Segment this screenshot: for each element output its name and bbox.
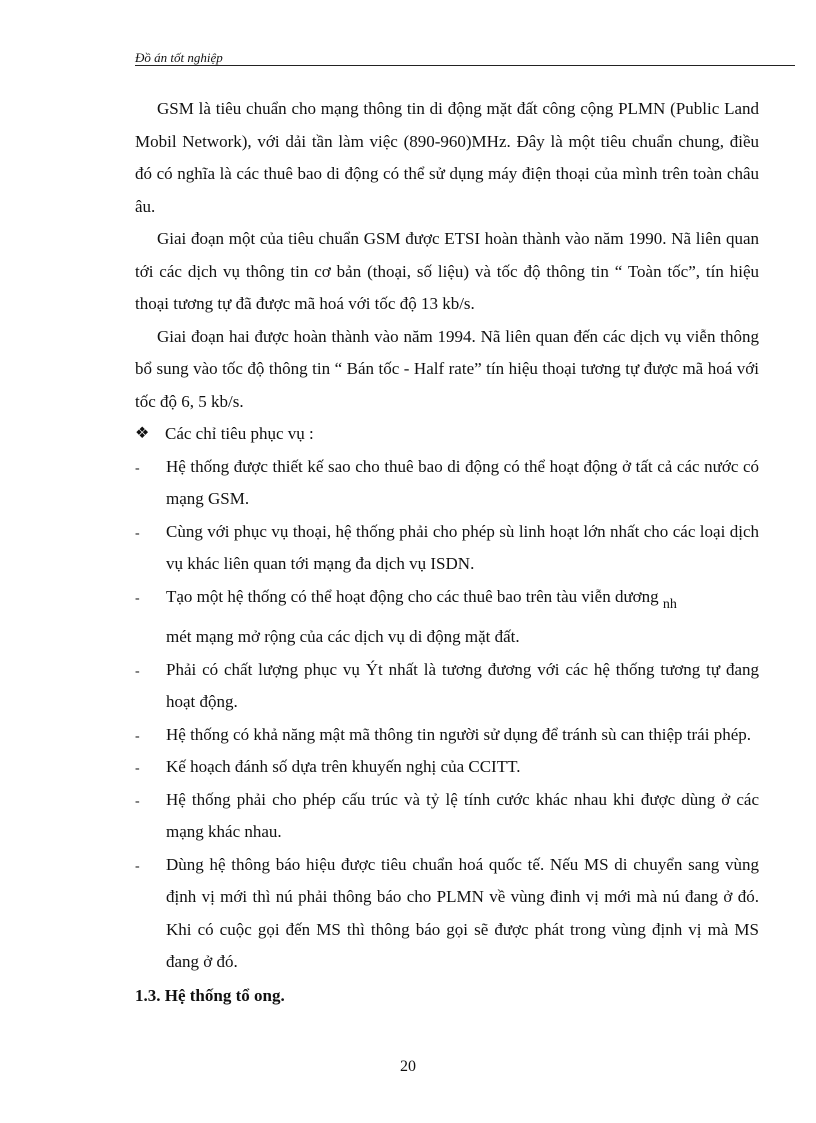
list-item-text: Phải có chất lượng phục vụ Ýt nhất là tương đương với các hệ thống tương tự đang hoạt động. [166, 659, 759, 711]
list-item-text: Dùng hệ thông báo hiệu được tiêu chuẩn hoá quốc tế. Nếu MS di chuyển sang vùng định vị mới thì nú phải thông báo cho PLMN về vùng đinh vị mới mà nú đang ở đó. Khi có cuộc gọi đến MS thì thông báo gọi sẽ được phát trong vùng định vị mà MS đang ở đó. [166, 854, 759, 971]
paragraph-phase-one: Giai đoạn một của tiêu chuẩn GSM được ETSI hoàn thành vào năm 1990. Nã liên quan tới các dịch vụ thông tin cơ bản (thoại, số liệu) và tốc độ thông tin “ Toàn tốc”, tín hiệu thoại tương tự đã được mã hoá với tốc độ 13 kb/s. [135, 229, 759, 313]
list-item [135, 581, 759, 654]
list-item [135, 751, 759, 784]
list-item [135, 516, 759, 581]
section-heading: 1.3. Hệ thống tổ ong. [135, 985, 285, 1005]
dash-bullet: - [135, 460, 140, 476]
dash-bullet: - [135, 590, 140, 606]
dash-bullet: - [135, 793, 140, 809]
paragraph-phase-two: Giai đoạn hai được hoàn thành vào năm 1994. Nã liên quan đến các dịch vụ viễn thông bổ sung vào tốc độ thông tin “ Bán tốc - Half rate” tín hiệu thoại tương tự được mã hoá với tốc độ 6, 5 kb/s. [135, 326, 759, 411]
list-item-text: Cùng với phục vụ thoại, hệ thống phải cho phép sù linh hoạt lớn nhất cho các loại dịch vụ khác liên quan tới mạng đa dịch vụ ISDN. [166, 521, 759, 573]
list-item-text: Hệ thống được thiết kế sao cho thuê bao di động có thể hoạt động ở tất cả các nước có mạng GSM. [166, 456, 759, 508]
list-item-subscript: nh [662, 596, 677, 612]
list-item [135, 784, 759, 849]
page-number: 20 [400, 1058, 416, 1075]
list-item-text: Hệ thống có khả năng mật mã thông tin người sử dụng để tránh sù can thiệp trái phép. [166, 724, 751, 744]
dash-bullet: - [135, 663, 140, 679]
list-item-text: Kế hoạch đánh số dựa trên khuyến nghị của CCITT. [166, 757, 521, 776]
list-item-continuation: mét mạng mở rộng của các dịch vụ di động mặt đất. [166, 627, 520, 646]
service-criteria-heading [135, 418, 759, 451]
paragraph-gsm-intro: GSM là tiêu chuẩn cho mạng thông tin di động mặt đất công cộng PLMN (Public Land Mobil Network), với dải tần làm việc (890-960)MHz. Đây là một tiêu chuẩn chung, điều đó có nghĩa là các thuê bao di động có thể sử dụng máy điện thoại của mình trên toàn châu âu. [135, 99, 759, 216]
running-header [135, 49, 795, 66]
diamond-bullet-icon: ❖ [135, 425, 150, 442]
dash-bullet: - [135, 525, 140, 541]
list-item-text: Hệ thống phải cho phép cấu trúc và tỷ lệ tính cước khác nhau khi được dùng ở các mạng khác nhau. [166, 789, 759, 841]
running-title: Đồ án tốt nghiệp [135, 50, 223, 65]
list-item [135, 719, 759, 752]
list-item [135, 849, 759, 979]
list-item [135, 654, 759, 719]
dash-bullet: - [135, 858, 140, 874]
list-item-text: Tạo một hệ thống có thể hoạt động cho các thuê bao trên tàu viễn dương [166, 586, 659, 606]
document-body [135, 93, 759, 1012]
dash-bullet: - [135, 761, 140, 776]
dash-bullet: - [135, 728, 140, 744]
list-item [135, 451, 759, 516]
service-criteria-title: Các chỉ tiêu phục vụ : [165, 424, 314, 443]
